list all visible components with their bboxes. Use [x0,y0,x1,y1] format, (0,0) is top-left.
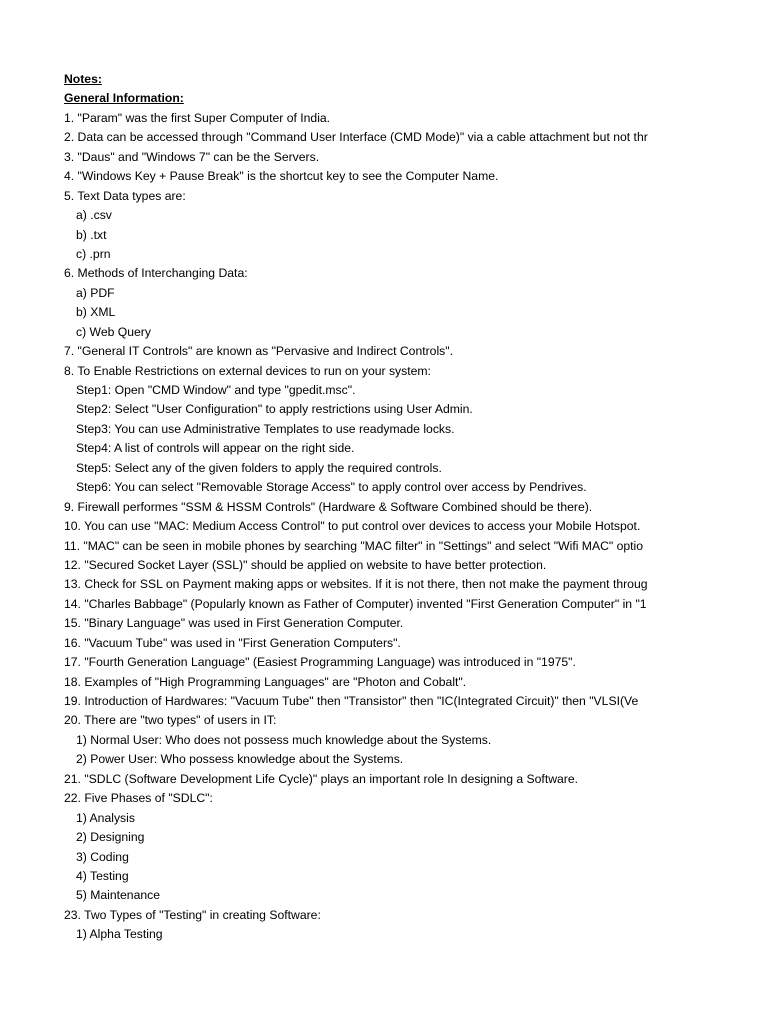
note-line: 20. There are "two types" of users in IT: [64,713,277,728]
note-line: 11. "MAC" can be seen in mobile phones by searching "MAC filter" in "Settings" and select "Wifi MAC" optio [64,538,644,553]
note-line: 12. "Secured Socket Layer (SSL)" should be applied on website to have better protection. [64,557,547,572]
note-line: 13. Check for SSL on Payment making apps or websites. If it is not there, then not make the payment throug [64,577,648,592]
note-line: a) PDF [76,285,115,300]
note-line: 9. Firewall performes "SSM & HSSM Controls" (Hardware & Software Combined should be there). [64,499,593,514]
note-line: a) .csv [76,208,112,223]
note-line: 2) Power User: Who possess knowledge about the Systems. [76,752,404,767]
note-line: Step6: You can select "Removable Storage Access" to apply control over access by Pendrives. [76,480,587,495]
note-line: 2. Data can be accessed through "Command User Interface (CMD Mode)" via a cable attachment but not thr [64,130,648,145]
note-line: 19. Introduction of Hardwares: "Vacuum Tube" then "Transistor" then "IC(Integrated Circuit)" then "VLSI(Ve [64,694,639,708]
note-line: 10. You can use "MAC: Medium Access Control" to put control over devices to access your Mobile Hotspot. [64,519,641,534]
note-line: 1. "Param" was the first Super Computer of India. [64,110,331,125]
note-line: Step3: You can use Administrative Templates to use readymade locks. [76,421,455,436]
note-line: 1) Normal User: Who does not possess much knowledge about the Systems. [76,732,492,747]
note-line: Step5: Select any of the given folders to apply the required controls. [76,460,442,475]
note-line: 4. "Windows Key + Pause Break" is the shortcut key to see the Computer Name. [64,169,499,184]
note-line: Step4: A list of controls will appear on the right side. [76,441,355,456]
note-line: 8. To Enable Restrictions on external devices to run on your system: [64,363,431,378]
note-line: 7. "General IT Controls" are known as "Pervasive and Indirect Controls". [64,344,453,359]
note-line: c) Web Query [76,324,151,339]
note-line: b) .txt [76,227,107,242]
note-line: 1) Analysis [76,810,135,825]
note-line: 21. "SDLC (Software Development Life Cycle)" plays an important role In designing a Software. [64,771,579,786]
note-line: 5) Maintenance [76,888,161,903]
note-line: 23. Two Types of "Testing" in creating Software: [64,907,321,922]
note-line: 17. "Fourth Generation Language" (Easiest Programming Language) was introduced in "1975". [64,655,576,670]
note-line: 18. Examples of "High Programming Languages" are "Photon and Cobalt". [64,674,467,689]
note-line: 16. "Vacuum Tube" was used in "First Generation Computers". [64,635,401,650]
note-line: b) XML [76,305,116,320]
note-line: 1) Alpha Testing [76,927,163,942]
note-line: 5. Text Data types are: [64,188,186,203]
notes-heading: Notes: [64,72,102,86]
note-line: 4) Testing [76,868,129,883]
note-line: c) .prn [76,246,111,261]
note-line: 3) Coding [76,849,129,864]
note-line: 3. "Daus" and "Windows 7" can be the Servers. [64,149,320,164]
note-line: 2) Designing [76,830,145,845]
notes-document [64,70,670,945]
note-line: Step1: Open "CMD Window" and type "gpedit.msc". [76,383,356,397]
note-line: Step2: Select "User Configuration" to apply restrictions using User Admin. [76,402,473,417]
note-line: 22. Five Phases of "SDLC": [64,791,213,806]
note-line: 6. Methods of Interchanging Data: [64,266,248,281]
note-line: 15. "Binary Language" was used in First Generation Computer. [64,616,404,631]
general-information-heading: General Information: [64,91,184,106]
notes-list [64,109,670,945]
note-line: 14. "Charles Babbage" (Popularly known as Father of Computer) invented "First Generation Computer" in "1 [64,596,647,611]
